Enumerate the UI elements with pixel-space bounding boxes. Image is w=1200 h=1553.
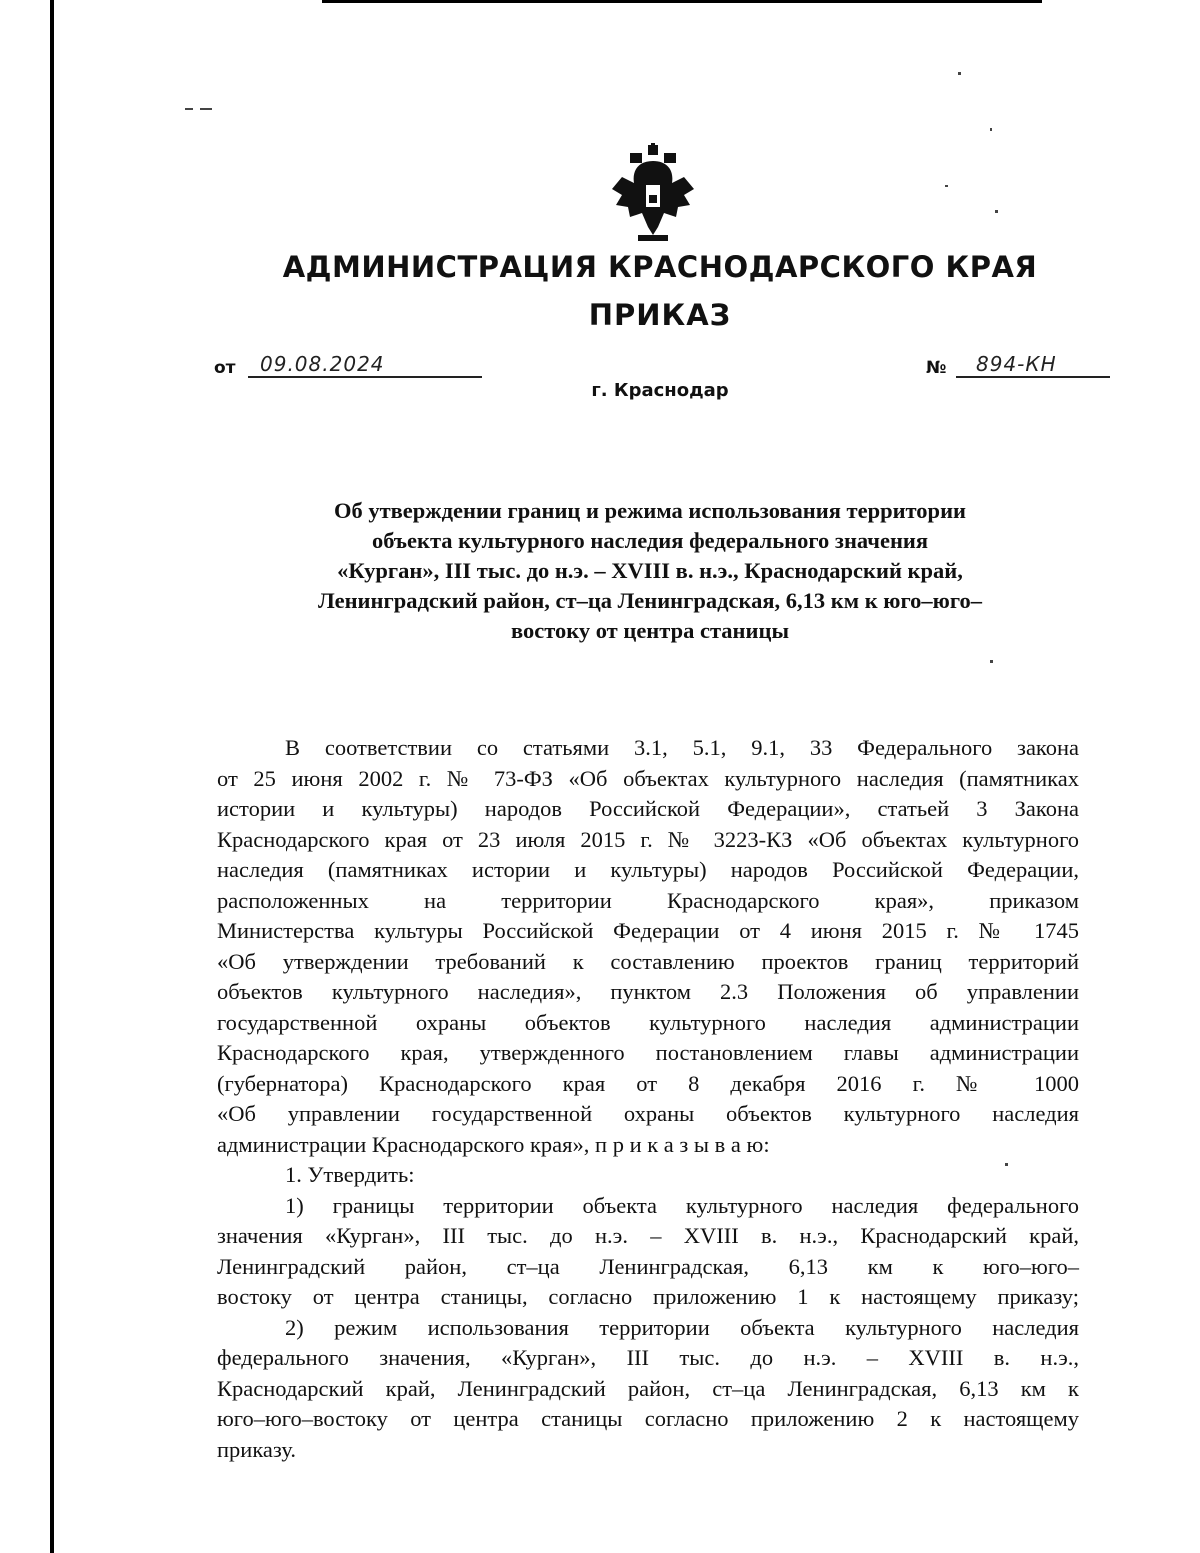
body-line-text: администрации Краснодарского края», [217, 1131, 590, 1157]
body-line: расположенных на территории Краснодарского края», приказом [217, 887, 1079, 913]
body-line: «Об утверждении требований к составлению проектов границ территорий [217, 948, 1079, 974]
body-line: В соответствии со статьями 3.1, 5.1, 9.1, 33 Федерального закона [285, 735, 1079, 760]
subject-line: объекта культурного наследия федерального значения [371, 528, 929, 553]
scan-speck [185, 108, 193, 110]
body-line: 1. Утвердить: [285, 1162, 415, 1187]
coat-of-arms-emblem [608, 143, 698, 243]
subject-line: востоку от центра станицы [510, 618, 790, 643]
scan-speck [200, 108, 212, 110]
body-line: истории и культуры) народов Российской Федерации», статьей 3 Закона [217, 796, 1079, 821]
document-type: ПРИКАЗ [588, 298, 732, 332]
body-line: востоку от центра станицы, согласно приложению 1 к настоящему приказу; [217, 1284, 1079, 1309]
body-line: Краснодарский край, Ленинградский район, ст–ца Ленинградская, 6,13 км к [217, 1375, 1079, 1401]
date-prefix: от [214, 358, 236, 378]
scan-speck [990, 128, 992, 131]
document-number: 894-КН [956, 352, 1110, 378]
body-line: федерального значения, «Курган», III тыс. до н.э. – XVIII в. н.э., [217, 1345, 1079, 1370]
body-line: значения «Курган», III тыс. до н.э. – XVIII в. н.э., Краснодарский край, [217, 1223, 1079, 1248]
body-line: 1) границы территории объекта культурного наследия федерального [285, 1192, 1079, 1218]
scan-speck [990, 660, 993, 663]
body-line: государственной охраны объектов культурного наследия администрации [217, 1009, 1079, 1035]
body-line: Министерства культуры Российской Федерации от 4 июня 2015 г. № 1745 [217, 918, 1079, 943]
scan-speck [995, 210, 998, 213]
organization-title: АДМИНИСТРАЦИЯ КРАСНОДАРСКОГО КРАЯ [282, 250, 1038, 284]
body-line: 2) режим использования территории объекта культурного наследия [285, 1314, 1079, 1340]
document-city: г. Краснодар [591, 380, 729, 401]
body-line: Краснодарского края от 23 июля 2015 г. № 3223-КЗ «Об объектах культурного [217, 826, 1079, 852]
document-subject [230, 496, 1070, 646]
body-line-order [217, 1130, 1079, 1161]
subject-line: «Курган», III тыс. до н.э. – XVIII в. н.э., Краснодарский край, [337, 558, 963, 583]
subject-line: Об утверждении границ и режима использования территории [333, 498, 967, 523]
body-line: Ленинградский район, ст–ца Ленинградская, 6,13 км к юго–юго– [217, 1253, 1079, 1279]
body-line: от 25 июня 2002 г. № 73-ФЗ «Об объектах культурного наследия (памятниках [217, 765, 1079, 791]
body-line: (губернатора) Краснодарского края от 8 декабря 2016 г. № 1000 [217, 1070, 1079, 1096]
body-line: «Об управлении государственной охраны объектов культурного наследия [217, 1101, 1079, 1126]
scan-speck [958, 72, 961, 75]
scan-top-edge [322, 0, 1042, 3]
body-line: приказу. [217, 1436, 296, 1462]
number-prefix: № [926, 358, 947, 378]
document-body [217, 733, 1079, 1465]
body-line: юго–юго–востоку от центра станицы согласно приложению 2 к настоящему [217, 1406, 1079, 1431]
subject-line: Ленинградский район, ст–ца Ленинградская, 6,13 км к юго–юго– [317, 588, 982, 613]
document-date: 09.08.2024 [248, 352, 482, 378]
scan-left-edge [50, 0, 54, 1553]
body-line: наследия (памятниках истории и культуры) народов Российской Федерации, [217, 857, 1079, 882]
scan-speck [945, 185, 948, 187]
order-word: п р и к а з ы в а ю: [595, 1131, 770, 1157]
body-line: Краснодарского края, утвержденного постановлением главы администрации [217, 1040, 1079, 1065]
body-line: объектов культурного наследия», пунктом 2.3 Положения об управлении [217, 979, 1079, 1004]
